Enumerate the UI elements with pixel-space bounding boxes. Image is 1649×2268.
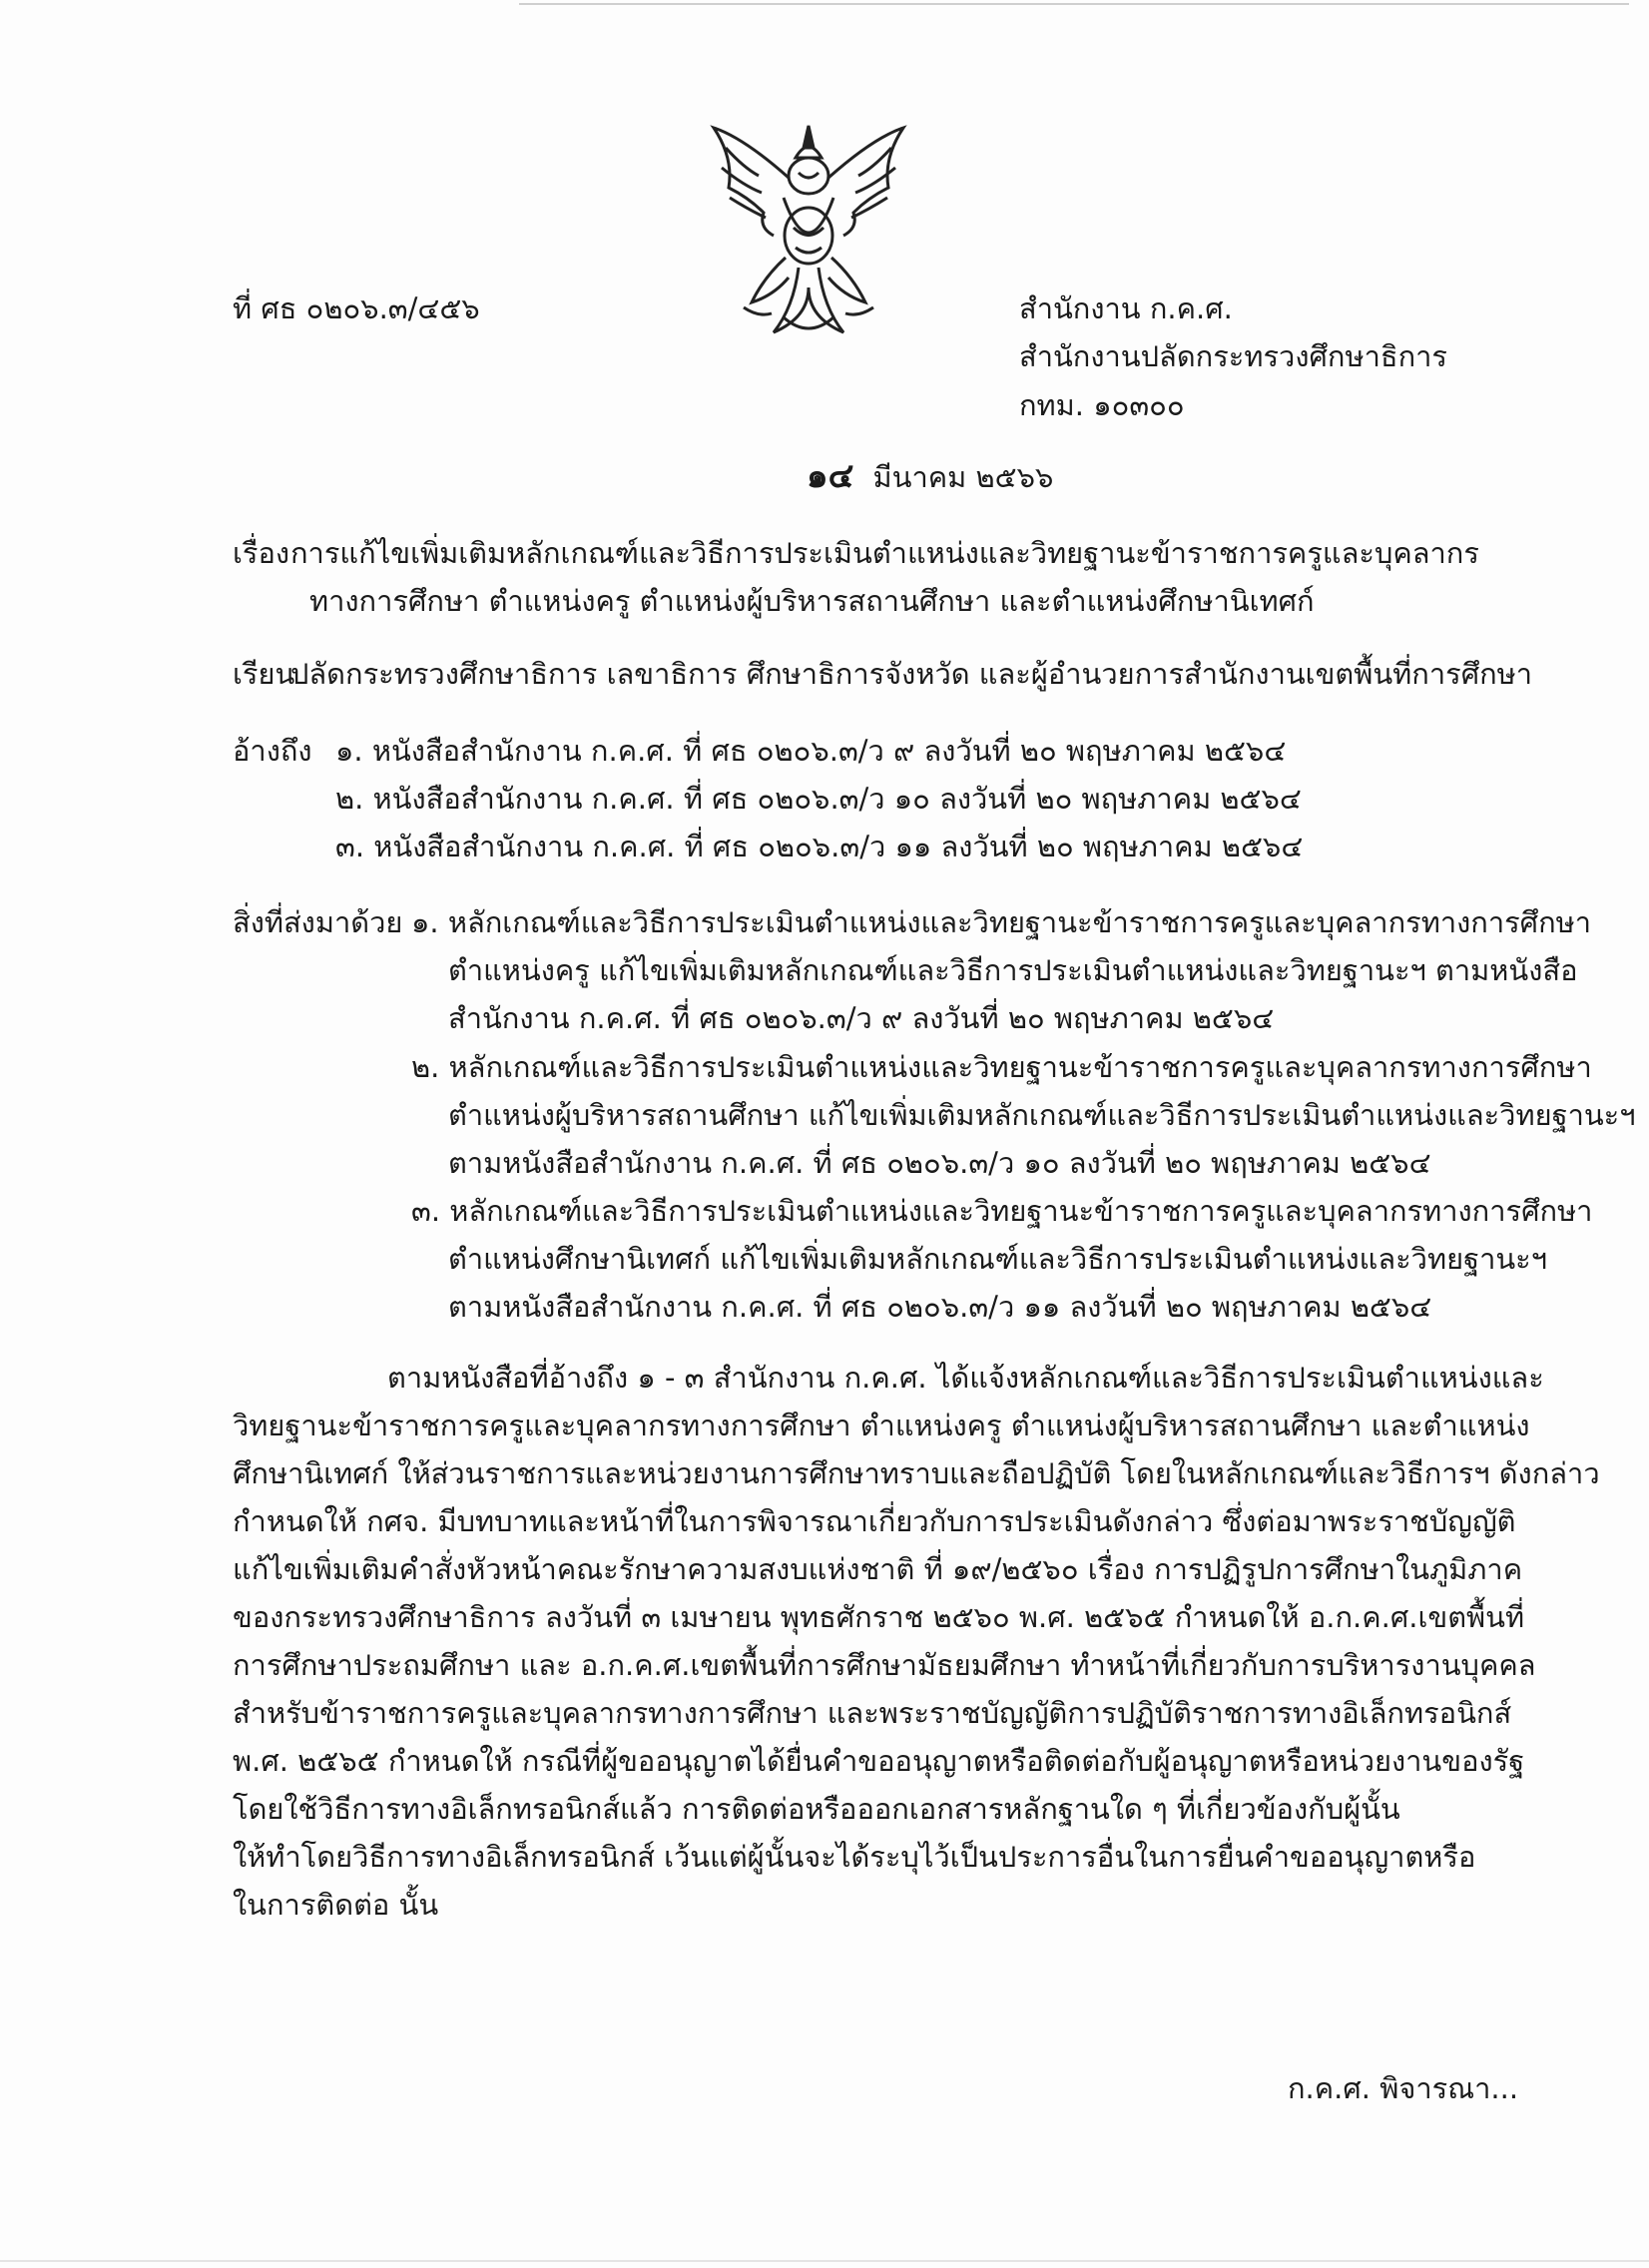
body-line-12: ในการติดต่อ นั้น bbox=[233, 1888, 439, 1922]
enclosure-2-line-2: ตำแหน่งผู้บริหารสถานศึกษา แก้ไขเพิ่มเติมหลักเกณฑ์และวิธีการประเมินตำแหน่งและวิทยฐานะฯ bbox=[448, 1098, 1636, 1132]
enclosure-2-line-3: ตามหนังสือสำนักงาน ก.ค.ศ. ที่ ศธ ๐๒๐๖.๓/ว ๑๐ ลงวันที่ ๒๐ พฤษภาคม ๒๕๖๔ bbox=[448, 1146, 1431, 1180]
enclosure-1-line-1: ๑. หลักเกณฑ์และวิธีการประเมินตำแหน่งและวิทยฐานะข้าราชการครูและบุคลากรทางการศึกษา bbox=[411, 905, 1592, 939]
to-label: เรียน bbox=[233, 657, 295, 691]
body-line-1: ตามหนังสือที่อ้างถึง ๑ - ๓ สำนักงาน ก.ค.ศ. ได้แจ้งหลักเกณฑ์และวิธีการประเมินตำแหน่งและ bbox=[387, 1361, 1544, 1395]
body-line-10: โดยใช้วิธีการทางอิเล็กทรอนิกส์แล้ว การติดต่อหรือออกเอกสารหลักฐานใด ๆ ที่เกี่ยวข้องกับผู้นั้น bbox=[233, 1792, 1400, 1826]
body-line-3: ศึกษานิเทศก์ ให้ส่วนราชการและหน่วยงานการศึกษาทราบและถือปฏิบัติ โดยในหลักเกณฑ์และวิธีการฯ ดังกล่าว bbox=[233, 1456, 1600, 1490]
subject-label: เรื่อง bbox=[233, 536, 290, 570]
enclosure-1-line-2: ตำแหน่งครู แก้ไขเพิ่มเติมหลักเกณฑ์และวิธีการประเมินตำแหน่งและวิทยฐานะฯ ตามหนังสือ bbox=[448, 953, 1578, 987]
continuation-text: ก.ค.ศ. พิจารณา... bbox=[1288, 2071, 1519, 2105]
garuda-emblem-icon bbox=[704, 118, 913, 339]
enclosure-1-line-3: สำนักงาน ก.ค.ศ. ที่ ศธ ๐๒๐๖.๓/ว ๙ ลงวันที่ ๒๐ พฤษภาคม ๒๕๖๔ bbox=[448, 1001, 1275, 1035]
date-day: ๑๔ bbox=[807, 456, 854, 496]
body-line-6: ของกระทรวงศึกษาธิการ ลงวันที่ ๓ เมษายน พุทธศักราช ๒๕๖๐ พ.ศ. ๒๕๖๕ กำหนดให้ อ.ก.ค.ศ.เขตพื้นที่ bbox=[233, 1600, 1525, 1634]
subject-line-2: ทางการศึกษา ตำแหน่งครู ตำแหน่งผู้บริหารสถานศึกษา และตำแหน่งศึกษานิเทศก์ bbox=[309, 584, 1315, 618]
subject-line-1: การแก้ไขเพิ่มเติมหลักเกณฑ์และวิธีการประเมินตำแหน่งและวิทยฐานะข้าราชการครูและบุคลากร bbox=[290, 536, 1479, 570]
office-name: สำนักงาน ก.ค.ศ. bbox=[1019, 291, 1233, 325]
body-line-8: สำหรับข้าราชการครูและบุคลากรทางการศึกษา และพระราชบัญญัติการปฏิบัติราชการทางอิเล็กทรอนิกส์ bbox=[233, 1696, 1512, 1730]
scan-artifact-top bbox=[519, 3, 1629, 5]
body-line-4: กำหนดให้ กศจ. มีบทบาทและหน้าที่ในการพิจารณาเกี่ยวกับการประเมินดังกล่าว ซึ่งต่อมาพระราชบัญญัติ bbox=[233, 1504, 1516, 1538]
body-line-11: ให้ทำโดยวิธีการทางอิเล็กทรอนิกส์ เว้นแต่ผู้นั้นจะได้ระบุไว้เป็นประการอื่นในการยื่นคำขออนุญาตหรือ bbox=[233, 1840, 1476, 1874]
date-line bbox=[807, 456, 1054, 496]
document-number: ที่ ศธ ๐๒๐๖.๓/๔๕๖ bbox=[233, 291, 480, 325]
scan-artifact-bottom bbox=[0, 2260, 1649, 2262]
date-month-year: มีนาคม ๒๕๖๖ bbox=[872, 460, 1054, 494]
body-line-7: การศึกษาประถมศึกษา และ อ.ก.ค.ศ.เขตพื้นที่การศึกษามัธยมศึกษา ทำหน้าที่เกี่ยวกับการบริหารงานบุคคล bbox=[233, 1648, 1536, 1682]
reference-item-2: ๒. หนังสือสำนักงาน ก.ค.ศ. ที่ ศธ ๐๒๐๖.๓/ว ๑๐ ลงวันที่ ๒๐ พฤษภาคม ๒๕๖๔ bbox=[335, 782, 1302, 816]
enclosure-label: สิ่งที่ส่งมาด้วย bbox=[233, 905, 403, 939]
office-postcode: กทม. ๑๐๓๐๐ bbox=[1019, 388, 1185, 422]
to-text: ปลัดกระทรวงศึกษาธิการ เลขาธิการ ศึกษาธิการจังหวัด และผู้อำนวยการสำนักงานเขตพื้นที่การศึกษา bbox=[290, 657, 1533, 691]
office-ministry: สำนักงานปลัดกระทรวงศึกษาธิการ bbox=[1019, 339, 1447, 373]
enclosure-3-line-2: ตำแหน่งศึกษานิเทศก์ แก้ไขเพิ่มเติมหลักเกณฑ์และวิธีการประเมินตำแหน่งและวิทยฐานะฯ bbox=[448, 1242, 1548, 1276]
reference-item-3: ๓. หนังสือสำนักงาน ก.ค.ศ. ที่ ศธ ๐๒๐๖.๓/ว ๑๑ ลงวันที่ ๒๐ พฤษภาคม ๒๕๖๔ bbox=[335, 830, 1304, 863]
enclosure-3-line-1: ๓. หลักเกณฑ์และวิธีการประเมินตำแหน่งและวิทยฐานะข้าราชการครูและบุคลากรทางการศึกษา bbox=[411, 1194, 1593, 1228]
body-line-2: วิทยฐานะข้าราชการครูและบุคลากรทางการศึกษา ตำแหน่งครู ตำแหน่งผู้บริหารสถานศึกษา และตำแหน่ง bbox=[233, 1409, 1530, 1442]
enclosure-3-line-3: ตามหนังสือสำนักงาน ก.ค.ศ. ที่ ศธ ๐๒๐๖.๓/ว ๑๑ ลงวันที่ ๒๐ พฤษภาคม ๒๕๖๔ bbox=[448, 1290, 1432, 1324]
reference-label: อ้างถึง bbox=[233, 734, 312, 768]
body-line-5: แก้ไขเพิ่มเติมคำสั่งหัวหน้าคณะรักษาความสงบแห่งชาติ ที่ ๑๙/๒๕๖๐ เรื่อง การปฏิรูปการศึกษาในภูมิภาค bbox=[233, 1552, 1523, 1586]
enclosure-2-line-1: ๒. หลักเกณฑ์และวิธีการประเมินตำแหน่งและวิทยฐานะข้าราชการครูและบุคลากรทางการศึกษา bbox=[411, 1050, 1592, 1084]
body-line-9: พ.ศ. ๒๕๖๕ กำหนดให้ กรณีที่ผู้ขออนุญาตได้ยื่นคำขออนุญาตหรือติดต่อกับผู้อนุญาตหรือหน่วยงานของรัฐ bbox=[233, 1744, 1525, 1778]
reference-item-1: ๑. หนังสือสำนักงาน ก.ค.ศ. ที่ ศธ ๐๒๐๖.๓/ว ๙ ลงวันที่ ๒๐ พฤษภาคม ๒๕๖๔ bbox=[335, 734, 1287, 768]
